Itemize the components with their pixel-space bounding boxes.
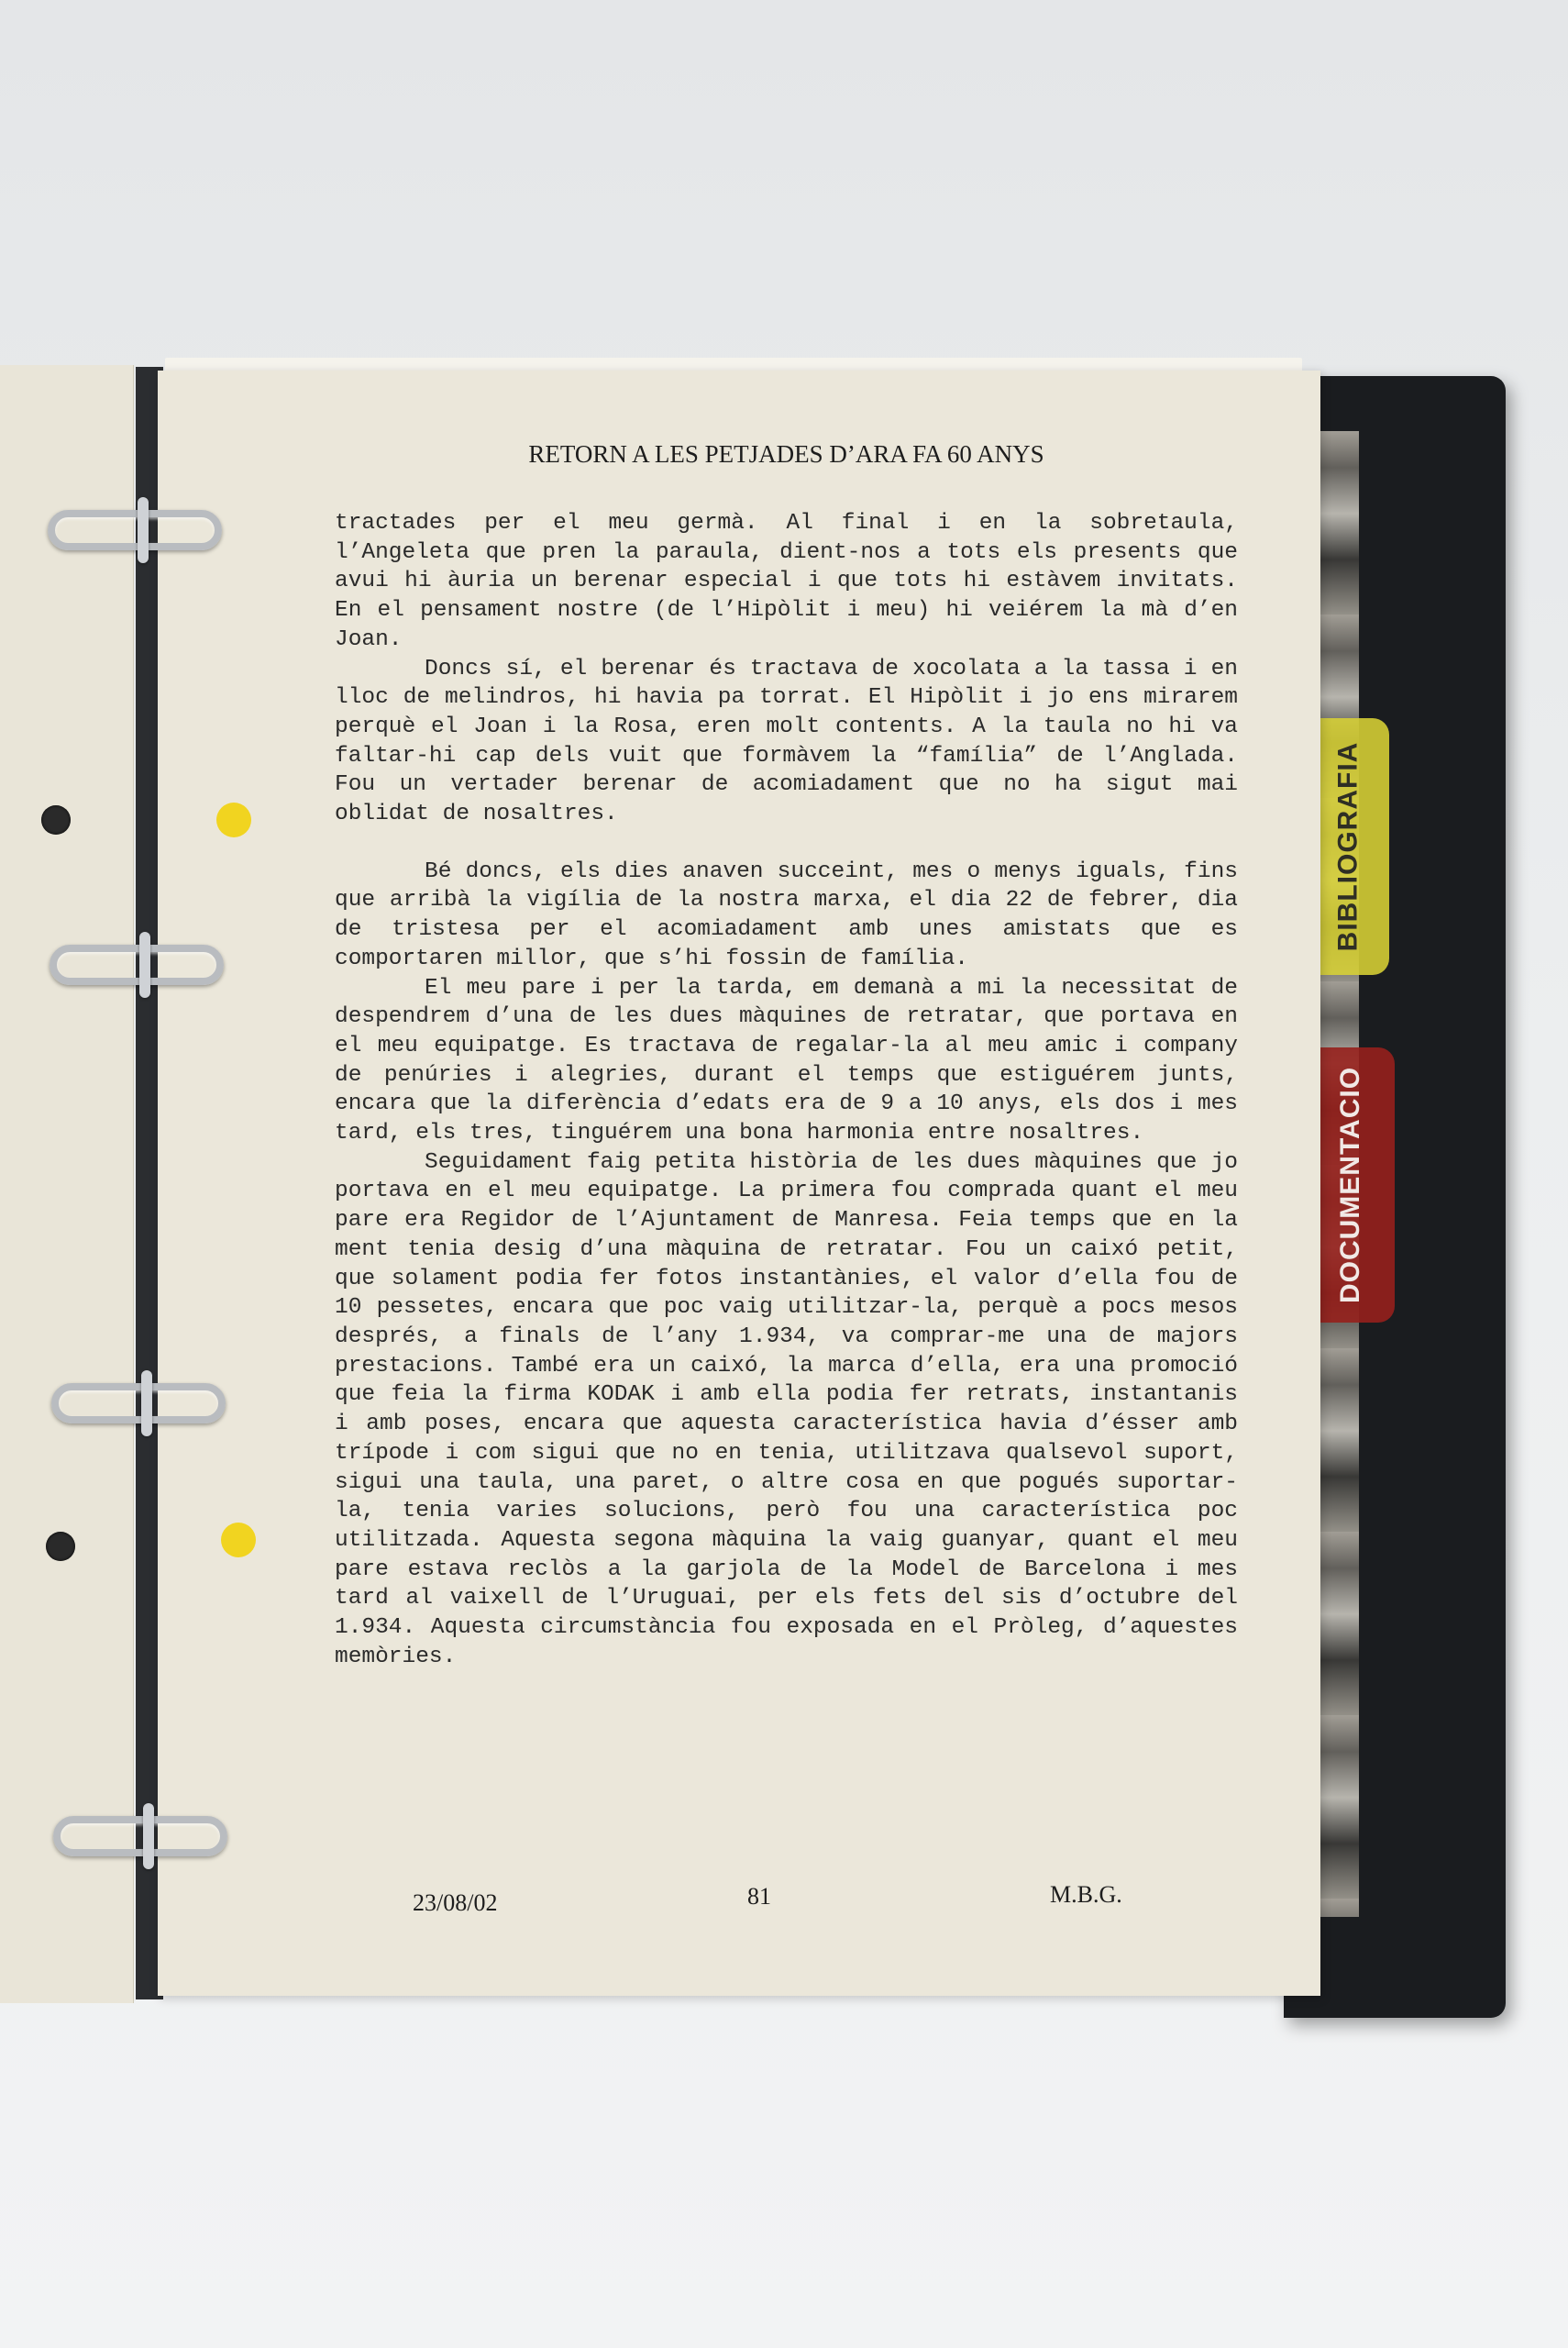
- footer-author: M.B.G.: [1050, 1881, 1122, 1908]
- punch-hole: [221, 1523, 256, 1557]
- punch-hole: [41, 805, 71, 835]
- paragraph: tractades per el meu germà. Al final i en la sobretaula, l’Angeleta que pren la paraula, dient-nos a tots els presents que avui hi àuria un berenar especial i que tots hi estàvem invitats. En el pensament nostre (de l’Hipòlit i meu) hi veiérem la mà d’en Joan.: [335, 511, 1238, 652]
- binder-ring: [51, 1383, 226, 1423]
- punch-hole: [216, 803, 251, 837]
- binder-ring: [53, 1816, 227, 1856]
- footer-page-number: 81: [747, 1883, 771, 1910]
- paragraph: Doncs sí, el berenar és tractava de xocolata a la tassa i en lloc de melindros, hi havia pa torrat. El Hipòlit i jo ens mirarem perquè el Joan i la Rosa, eren molt contents. A la taula no hi va faltar-hi cap dels vuit que formàvem la “família” de l’Anglada. Fou un vertader berenar de acomiadament que no ha sigut mai oblidat de nosaltres.: [335, 656, 1238, 827]
- binder-ring: [48, 510, 222, 550]
- paragraph: El meu pare i per la tarda, em demanà a mi la necessitat de despendrem d’una de les dues màquines de retratar, que portava en el meu equipatge. Es tractava de regalar-la al meu amic i company de penúries i alegries, durant el temps que estiguérem junts, encara que la diferència d’edats era de 9 a 10 anys, els dos i mes tard, els tres, tinguérem una bona harmonia entre nosaltres.: [335, 975, 1238, 1146]
- tab-documentacio-label: DOCUMENTACIO: [1335, 1066, 1365, 1304]
- binder-ring-bar: [143, 1803, 154, 1869]
- tab-bibliografia-label: BIBLIOGRAFIA: [1332, 741, 1363, 952]
- binder-ring-bar: [138, 497, 149, 563]
- running-header: RETORN A LES PETJADES D’ARA FA 60 ANYS: [528, 440, 1044, 468]
- footer-date: 23/08/02: [413, 1889, 498, 1916]
- left-page: [0, 365, 134, 2003]
- paragraph: Bé doncs, els dies anaven succeint, mes o menys iguals, fins que arribà la vigília de la nostra marxa, el dia 22 de febrer, dia de tristesa per el acomiadament amb unes amistats que es comportaren millor, que s’hi fossin de família.: [335, 858, 1238, 971]
- binder-ring-bar: [141, 1370, 152, 1436]
- binder-ring: [50, 945, 224, 985]
- binder-ring-bar: [139, 932, 150, 998]
- body-text: [335, 509, 1238, 1671]
- punch-hole: [46, 1532, 75, 1561]
- paragraph: Seguidament faig petita història de les dues màquines que jo portava en el meu equipatge. La primera fou comprada quant el meu pare era Regidor de l’Ajuntament de Manresa. Feia temps que en la ment tenia desig d’una màquina de retratar. Fou un caixó petit, que solament podia fer fotos instantànies, el valor d’ella fou de 10 pessetes, encara que poc vaig utilitzar-la, perquè a pocs mesos després, a finals de l’any 1.934, va comprar-me una de majors prestacions. També era un caixó, la marca d’ella, era una promoció que feia la firma KODAK i amb ella podia fer retrats, instantanis i amb poses, encara que aquesta característica havia d’ésser amb trípode i com sigui que no en tenia, utilitzava qualsevol suport, sigui una taula, una paret, o altre cosa en que pogués suportar-la, tenia varies solucions, però fou una característica poc utilitzada. Aquesta segona màquina la vaig guanyar, quant el meu pare estava reclòs a la garjola de la Model de Barcelona i mes tard al vaixell de l’Uruguai, per els fets del sis d’octubre del 1.934. Aquesta circumstància fou exposada en el Pròleg, d’aquestes memòries.: [335, 1149, 1238, 1669]
